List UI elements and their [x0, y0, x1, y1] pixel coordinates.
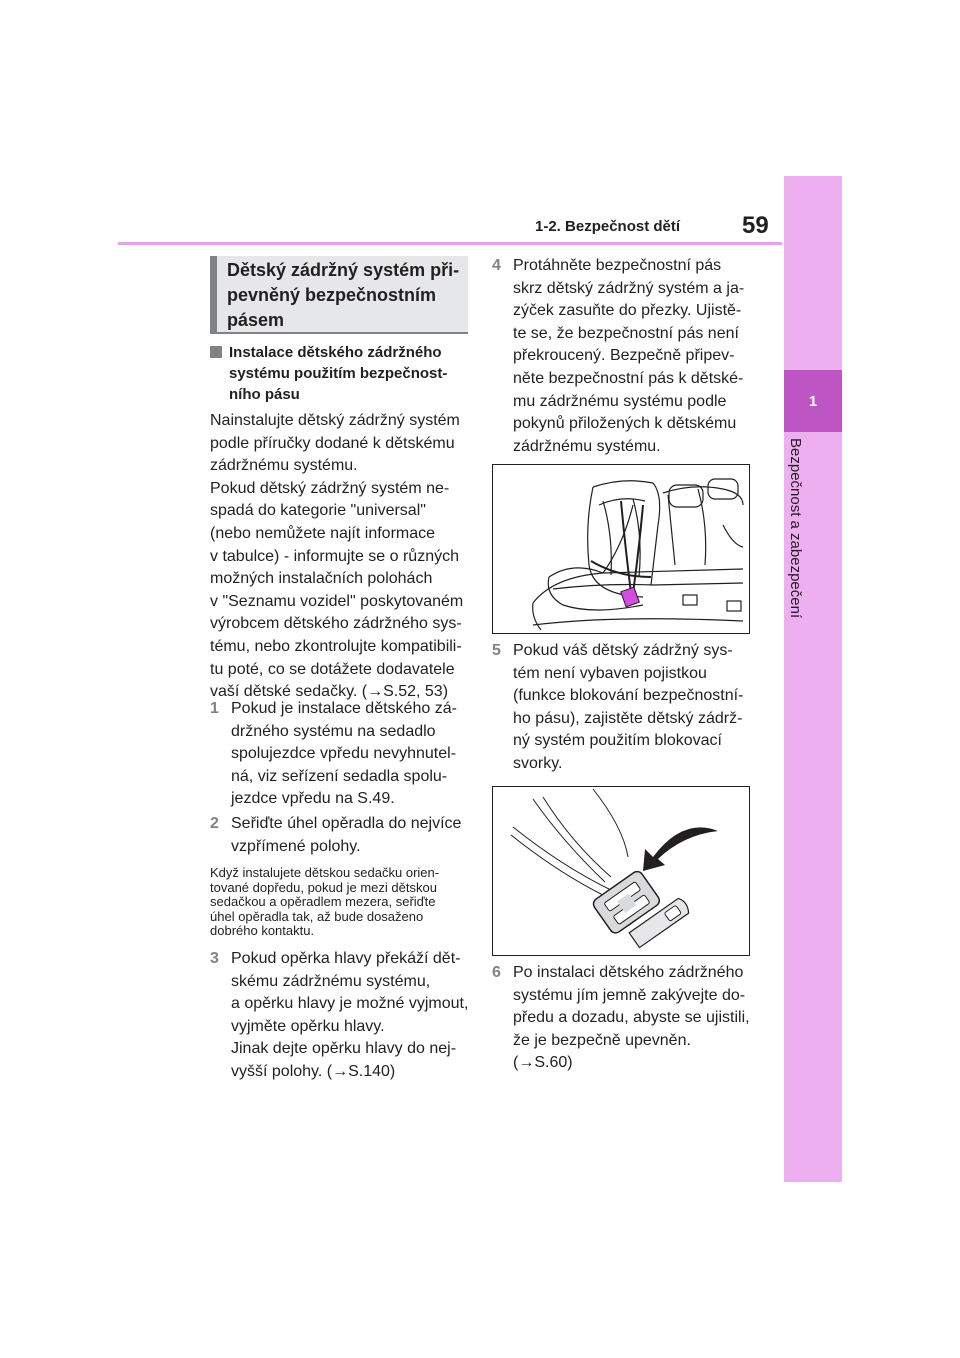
- step-line: tém není vybaven pojistkou: [513, 664, 707, 682]
- step-line: (→S.60): [513, 1054, 573, 1072]
- step-line: předu a dozadu, abyste se ujistili,: [513, 1009, 750, 1027]
- subheading-line: Instalace dětského zádržného: [229, 344, 442, 361]
- step-line: te se, že bezpečnostní pás není: [513, 324, 739, 342]
- locking-clip-illustration: [493, 787, 748, 954]
- page-number: 59: [742, 212, 769, 239]
- section-title-line: pásem: [227, 310, 285, 330]
- section-title-box: [210, 256, 468, 334]
- chapter-number-tab: 1: [784, 370, 842, 432]
- paragraph-line: zádržnému systému.: [210, 457, 358, 475]
- note-line: Když instalujete dětskou sedačku orien-: [210, 865, 440, 880]
- square-bullet-icon: [210, 346, 222, 358]
- step-line: vyšší polohy. (→S.140): [231, 1062, 396, 1080]
- note-text: [210, 866, 472, 939]
- paragraph-line: tému, nebo zkontrolujte kompatibili-: [210, 637, 462, 655]
- note-line: sedačkou a opěradlem mezera, seřiďte: [210, 894, 436, 909]
- note-line: úhel opěradla tak, až bude dosaženo: [210, 908, 424, 924]
- step-number: 2: [210, 815, 219, 832]
- step-number: 3: [210, 950, 219, 967]
- step-2: [210, 813, 472, 858]
- note-line: dobrého kontaktu.: [210, 923, 315, 938]
- step-line: zádržnému systému.: [513, 437, 661, 455]
- step-3: [210, 948, 472, 1084]
- locking-clip-figure: [492, 786, 750, 956]
- step-line: jezdce vpředu na S.49.: [231, 790, 395, 808]
- note-line: tované dopředu, pokud je mezi dětskou: [210, 879, 437, 895]
- paragraph-line: v tabulce) - informujte se o různých: [210, 547, 459, 565]
- step-line: vyjměte opěrku hlavy.: [231, 1017, 385, 1035]
- step-line: ná, viz seřízení sedadla spolu-: [231, 767, 448, 785]
- step-number: 1: [210, 700, 219, 717]
- step-number: 5: [492, 642, 501, 659]
- paragraph-line: Nainstalujte dětský zádržný systém: [210, 412, 460, 429]
- step-line: že je bezpečně upevněn.: [513, 1031, 691, 1049]
- step-line: Jinak dejte opěrku hlavy do nej-: [231, 1040, 457, 1058]
- step-line: Po instalaci dětského zádržného: [513, 964, 744, 981]
- step-line: svorky.: [513, 754, 563, 772]
- rear-seat-child-seat-illustration: [493, 465, 748, 632]
- subheading-line: systému použitím bezpečnost-: [229, 365, 448, 382]
- chapter-title: Bezpečnost a zabezpečení: [787, 438, 804, 619]
- section-title-line: pevněný bezpečnostním: [227, 285, 437, 305]
- step-line: něte bezpečnostní pás k dětské-: [513, 369, 744, 387]
- subheading-line: ního pásu: [229, 386, 300, 403]
- step-line: Pokud váš dětský zádržný sys-: [513, 642, 733, 659]
- step-number: 4: [492, 257, 501, 274]
- step-4: [492, 255, 762, 458]
- intro-paragraph: [210, 410, 472, 704]
- paragraph-line: možných instalačních polohách: [210, 570, 433, 588]
- step-line: a opěrku hlavy je možné vyjmout,: [231, 995, 469, 1013]
- step-line: ho pásu), zajistěte dětský zádrž-: [513, 709, 743, 727]
- paragraph-line: vaší dětské sedačky. (→S.52, 53): [210, 683, 449, 701]
- subheading: [210, 342, 470, 405]
- buckle-highlight: [621, 587, 640, 607]
- step-line: ný systém použitím blokovací: [513, 732, 722, 750]
- paragraph-line: podle příručky dodané k dětskému: [210, 434, 455, 452]
- step-line: zýček zasuňte do přezky. Ujistě-: [513, 302, 742, 320]
- step-line: skrz dětský zádržný systém a ja-: [513, 279, 745, 297]
- arrow-icon: [643, 827, 718, 871]
- section-header: 1-2. Bezpečnost dětí: [535, 218, 681, 235]
- step-line: systému jím jemně zakývejte do-: [513, 986, 746, 1004]
- paragraph-line: v "Seznamu vozidel" poskytovaném: [210, 592, 464, 610]
- step-line: Pokud opěrka hlavy překáží dět-: [231, 950, 461, 967]
- step-1: [210, 698, 472, 811]
- step-number: 6: [492, 964, 501, 981]
- step-line: vzpřímené polohy.: [231, 837, 361, 855]
- step-line: Protáhněte bezpečnostní pás: [513, 257, 722, 274]
- header-rule: [118, 242, 782, 245]
- chapter-side-tab: [784, 176, 842, 1182]
- step-line: spolujezdce vpředu nevyhnutel-: [231, 745, 457, 763]
- step-line: skému zádržnému systému,: [231, 972, 431, 990]
- step-line: (funkce blokování bezpečnostní-: [513, 687, 744, 705]
- paragraph-line: tu poté, co se dotážete dodavatele: [210, 660, 455, 678]
- section-title-line: Dětský zádržný systém při-: [227, 260, 460, 280]
- paragraph-line: spadá do kategorie "universal": [210, 502, 426, 520]
- step-line: mu zádržnému systému podle: [513, 392, 727, 410]
- step-line: překroucený. Bezpečně připev-: [513, 347, 735, 365]
- step-line: pokynů přiložených k dětskému: [513, 415, 737, 433]
- paragraph-line: Pokud dětský zádržný systém ne-: [210, 479, 450, 497]
- step-line: Seřiďte úhel opěradla do nejvíce: [231, 815, 462, 832]
- step-line: držného systému na sedadlo: [231, 722, 436, 740]
- paragraph-line: výrobcem dětského zádržného sys-: [210, 615, 462, 633]
- step-5: [492, 640, 762, 776]
- step-6: [492, 962, 762, 1075]
- paragraph-line: (nebo nemůžete najít informace: [210, 524, 436, 542]
- step-line: Pokud je instalace dětského zá-: [231, 700, 457, 717]
- child-seat-installation-figure: [492, 464, 750, 634]
